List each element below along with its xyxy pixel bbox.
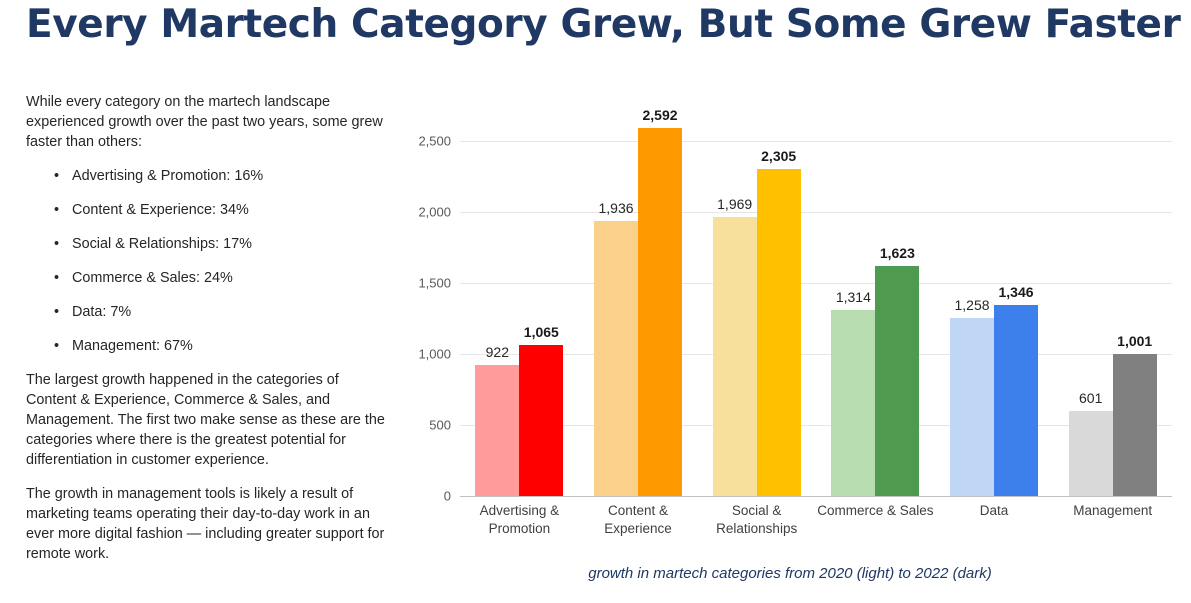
- bullet-icon: •: [54, 270, 60, 286]
- bar-slot: [713, 106, 757, 496]
- x-axis-label: Commerce & Sales: [817, 503, 934, 518]
- bar-slot: [519, 106, 563, 496]
- x-axis-label: Content & Experience: [604, 503, 672, 536]
- bar[interactable]: [1113, 333, 1157, 496]
- x-axis-label: Social & Relationships: [716, 503, 798, 536]
- list-item-label: Commerce & Sales: 24%: [72, 270, 233, 286]
- y-axis-tick-label: 2,500: [418, 133, 451, 149]
- list-item-label: Management: 67%: [72, 338, 193, 354]
- bullet-icon: •: [54, 236, 60, 252]
- list-item: [54, 268, 392, 288]
- body-paragraph-2: The largest growth happened in the categories of Content & Experience, Commerce & Sales, and Management. The first two make sense as these are the categories where there is the greatest potential for differentiation in customer experience.: [26, 372, 385, 468]
- gridline: [443, 488, 1172, 504]
- bar-slot: [638, 106, 682, 496]
- bar-value-label: 601: [1079, 389, 1103, 406]
- list-item: [54, 234, 392, 254]
- bar[interactable]: [475, 344, 519, 496]
- y-axis-tick-label: 2,000: [418, 204, 451, 220]
- bar-slot: [1113, 106, 1157, 496]
- list-item-label: Advertising & Promotion: 16%: [72, 168, 264, 184]
- bar-group: [1053, 106, 1172, 496]
- bar-slot: [475, 106, 519, 496]
- bar-value-label: 1,936: [598, 200, 634, 217]
- page-title: Every Martech Category Grew, But Some Grew Faster: [26, 2, 1181, 47]
- bar-value-label: 1,258: [954, 296, 990, 313]
- list-item-label: Content & Experience: 34%: [72, 202, 249, 218]
- chart-caption: growth in martech categories from 2020 (light) to 2022 (dark): [588, 565, 992, 582]
- bar[interactable]: [757, 148, 801, 496]
- bullet-icon: •: [54, 338, 60, 354]
- bar[interactable]: [1069, 389, 1113, 496]
- bar-group: [816, 106, 935, 496]
- bar-chart: [400, 96, 1180, 556]
- bar-value-label: 2,305: [761, 148, 797, 165]
- x-axis-label: Advertising & Promotion: [479, 503, 560, 536]
- bar-value-label: 1,969: [717, 195, 753, 212]
- y-axis-tick-label: 1,500: [418, 275, 451, 291]
- bar-value-label: 1,065: [523, 323, 559, 340]
- growth-bullet-list: [26, 166, 392, 356]
- bar-value-label: 922: [485, 344, 510, 361]
- list-item: [54, 302, 392, 322]
- bar-slot: [1069, 106, 1113, 496]
- bar[interactable]: [638, 107, 682, 496]
- bullet-icon: •: [54, 202, 60, 218]
- bar-groups: [460, 106, 1172, 496]
- bar-slot: [594, 106, 638, 496]
- bar[interactable]: [519, 323, 563, 496]
- bar[interactable]: [950, 296, 994, 496]
- bar-value-label: 1,623: [879, 244, 915, 261]
- bullet-icon: •: [54, 168, 60, 184]
- x-axis-labels: [460, 502, 1172, 538]
- bar-slot: [831, 106, 875, 496]
- bar-group: [935, 106, 1054, 496]
- intro-paragraph: While every category on the martech landscape experienced growth over the past two years, some grew faster than others:: [26, 94, 383, 150]
- x-axis-label: Management: [1073, 503, 1153, 518]
- list-item-label: Data: 7%: [72, 304, 132, 320]
- bar-group: [579, 106, 698, 496]
- bar-slot: [757, 106, 801, 496]
- chart-plot-area: [418, 106, 1172, 504]
- bar-group: [460, 106, 579, 496]
- bar-value-label: 1,314: [835, 288, 871, 305]
- bar[interactable]: [594, 200, 638, 496]
- y-axis-tick-label: 0: [443, 488, 451, 504]
- bar[interactable]: [875, 244, 919, 496]
- bar-value-label: 1,346: [998, 284, 1034, 301]
- bar-slot: [994, 106, 1038, 496]
- list-item: [54, 166, 392, 186]
- list-item: [54, 200, 392, 220]
- bar-slot: [950, 106, 994, 496]
- bar[interactable]: [831, 288, 875, 496]
- y-axis-tick-label: 500: [429, 417, 451, 433]
- body-paragraph-3: The growth in management tools is likely a result of marketing teams operating their day-to-day work in an ever more digital fashion — including greater support for remote work.: [26, 486, 385, 562]
- list-item: [54, 336, 392, 356]
- bar-value-label: 1,001: [1117, 333, 1153, 350]
- bullet-icon: •: [54, 304, 60, 320]
- bar-value-label: 2,592: [642, 107, 678, 124]
- bar-group: [697, 106, 816, 496]
- list-item-label: Social & Relationships: 17%: [72, 236, 252, 252]
- bar[interactable]: [994, 284, 1038, 496]
- bar-slot: [875, 106, 919, 496]
- bar[interactable]: [713, 195, 757, 496]
- left-text-column: [26, 92, 392, 578]
- x-axis-label: Data: [979, 503, 1009, 518]
- y-axis-tick-label: 1,000: [418, 346, 451, 362]
